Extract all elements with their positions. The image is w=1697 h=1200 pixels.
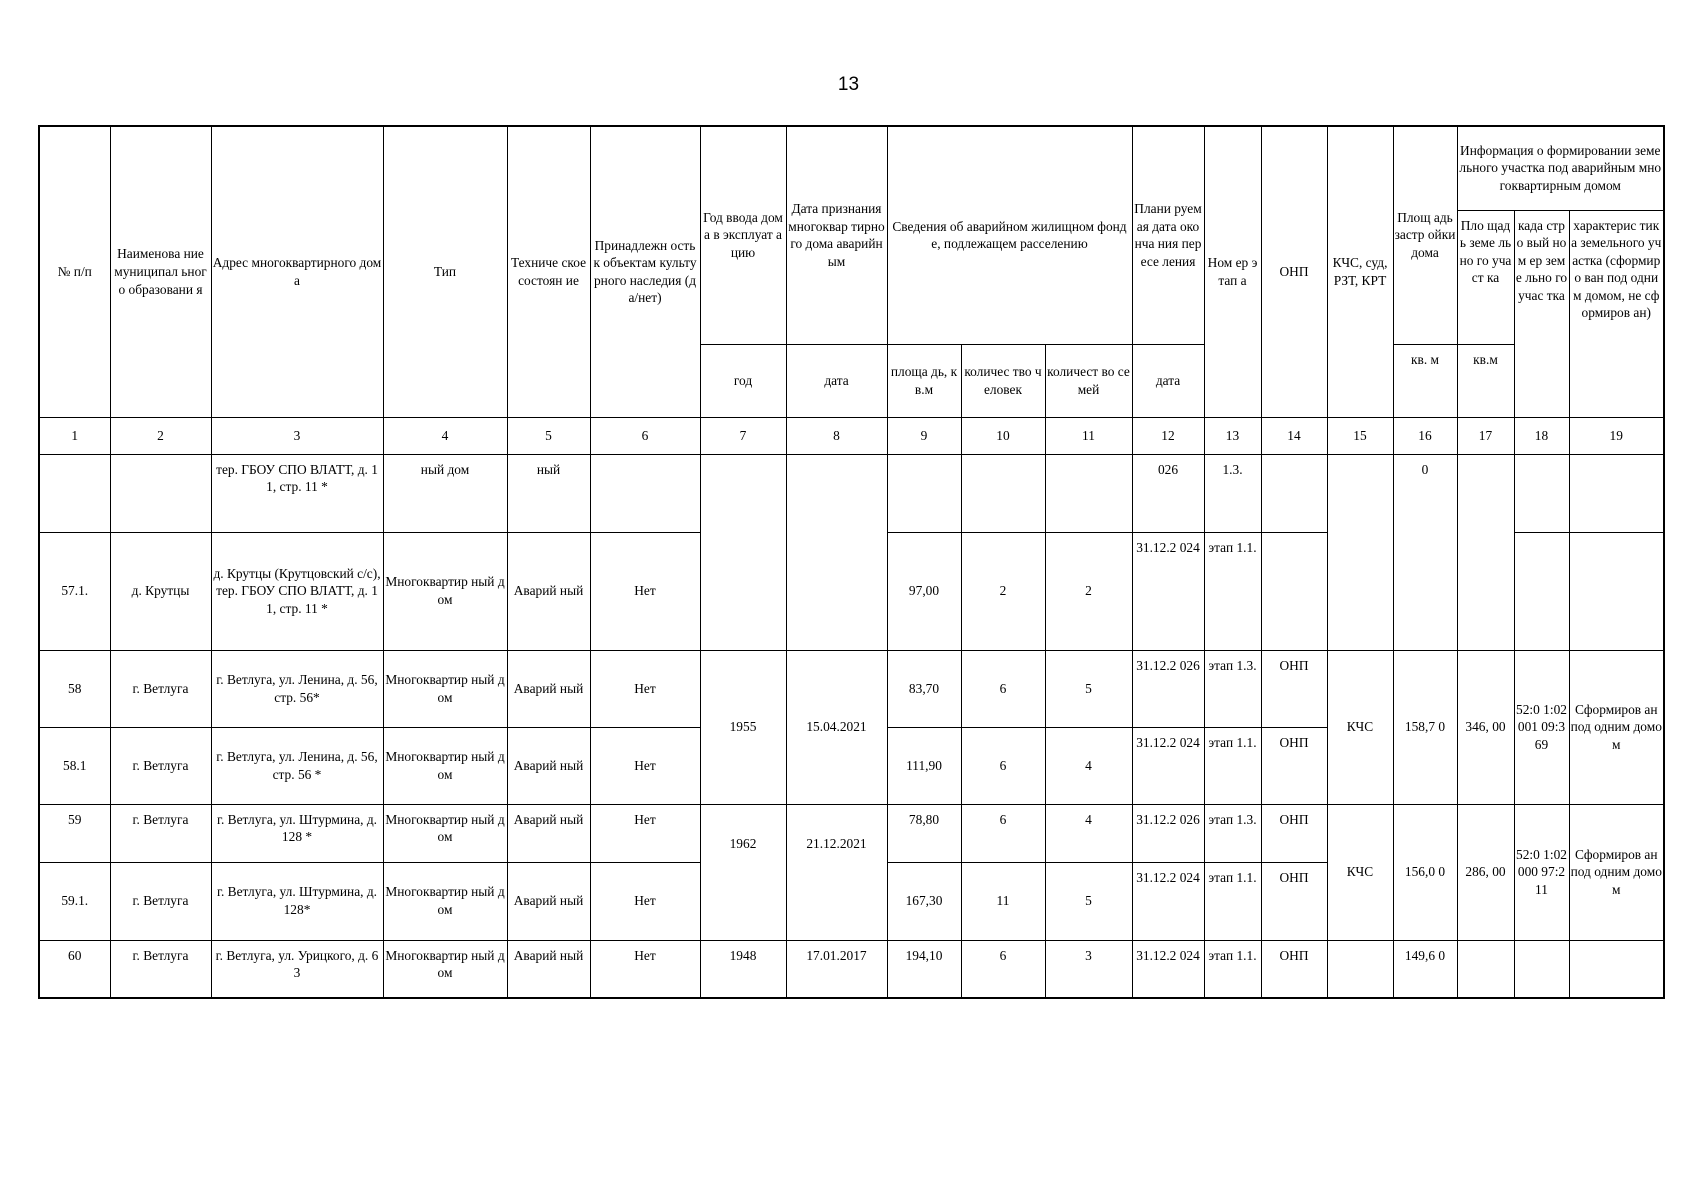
cell-stage: этап 1.3. [1204, 650, 1261, 727]
cell-people: 6 [961, 940, 1045, 998]
col-number: 13 [1204, 417, 1261, 454]
col-number: 7 [700, 417, 786, 454]
cell-kchs: КЧС [1327, 650, 1393, 804]
cell-municipality: г. Ветлуга [110, 804, 211, 862]
cell-empty [39, 454, 110, 532]
sub-land-area-unit: кв.м [1457, 344, 1514, 417]
cell-address: г. Ветлуга, ул. Штурмина, д. 128 * [211, 804, 383, 862]
cell-area: 97,00 [887, 532, 961, 650]
cell-empty [1261, 454, 1327, 532]
cell-empty [887, 454, 961, 532]
cell-build-area: 149,6 0 [1393, 940, 1457, 998]
cell-type: Многоквартир ный дом [383, 532, 507, 650]
cell-empty [1514, 532, 1569, 650]
table-row [39, 804, 1664, 862]
cell-people: 11 [961, 862, 1045, 940]
col-number: 5 [507, 417, 590, 454]
header-address: Адрес многоквартирного дома [211, 126, 383, 417]
cell-stage: 1.3. [1204, 454, 1261, 532]
cell-date-end: 31.12.2 026 [1132, 804, 1204, 862]
cell-empty [1514, 454, 1569, 532]
page-number: 13 [837, 74, 860, 95]
cell-stage: этап 1.1. [1204, 862, 1261, 940]
cell-year: 1962 [700, 804, 786, 940]
cell-municipality: г. Ветлуга [110, 650, 211, 727]
cell-area: 167,30 [887, 862, 961, 940]
cell-empty [1261, 532, 1327, 650]
cell-onp: ОНП [1261, 804, 1327, 862]
cell-families: 5 [1045, 650, 1132, 727]
cell-cadastral: 52:0 1:02 001 09:3 69 [1514, 650, 1569, 804]
cell-municipality: г. Ветлуга [110, 940, 211, 998]
col-number: 18 [1514, 417, 1569, 454]
header-onp: ОНП [1261, 126, 1327, 417]
sub-families: количест во семей [1045, 344, 1132, 417]
cell-families: 2 [1045, 532, 1132, 650]
header-build-area: Площ адь застр ойки дома [1393, 126, 1457, 344]
cell-municipality: д. Крутцы [110, 532, 211, 650]
cell-area: 111,90 [887, 727, 961, 804]
col-number: 14 [1261, 417, 1327, 454]
cell-empty [1569, 940, 1664, 998]
cell-date-end: 31.12.2 024 [1132, 940, 1204, 998]
col-number: 10 [961, 417, 1045, 454]
cell-state: Аварий ный [507, 727, 590, 804]
col-number: 1 [39, 417, 110, 454]
cell-area: 83,70 [887, 650, 961, 727]
cell-onp: ОНП [1261, 650, 1327, 727]
header-land-char: характерис тика земельного участка (сформиро ван под одним домом, не сформиров ан) [1569, 210, 1664, 417]
cell-heritage: Нет [590, 532, 700, 650]
sub-people: количес тво человек [961, 344, 1045, 417]
cell-land-char: Сформиров ан под одним домом [1569, 650, 1664, 804]
cell-land-char: Сформиров ан под одним домом [1569, 804, 1664, 940]
cell-area: 194,10 [887, 940, 961, 998]
cell-num: 59 [39, 804, 110, 862]
col-number: 8 [786, 417, 887, 454]
cell-empty [1457, 454, 1514, 650]
cell-year: 1948 [700, 940, 786, 998]
header-recognition-date: Дата признания многоквар тирного дома аварийным [786, 126, 887, 344]
cell-address: тер. ГБОУ СПО ВЛАТТ, д. 11, стр. 11 * [211, 454, 383, 532]
col-number: 2 [110, 417, 211, 454]
cell-empty [961, 454, 1045, 532]
cell-date-end: 31.12.2 024 [1132, 727, 1204, 804]
header-land-area: Пло щадь земе льно го участ ка [1457, 210, 1514, 344]
cell-build-area: 156,0 0 [1393, 804, 1457, 940]
cell-heritage: Нет [590, 804, 700, 862]
cell-address: г. Ветлуга, ул. Ленина, д. 56, стр. 56* [211, 650, 383, 727]
cell-address: г. Ветлуга, ул. Ленина, д. 56, стр. 56 * [211, 727, 383, 804]
cell-empty [110, 454, 211, 532]
header-heritage: Принадлежн ость к объектам культурного наследия (да/нет) [590, 126, 700, 417]
col-number: 4 [383, 417, 507, 454]
col-number: 3 [211, 417, 383, 454]
col-number: 12 [1132, 417, 1204, 454]
cell-stage: этап 1.1. [1204, 532, 1261, 650]
header-land-info: Информация о формировании земельного участка под аварийным многоквартирным домом [1457, 126, 1664, 210]
col-number: 15 [1327, 417, 1393, 454]
cell-recognition-date: 15.04.2021 [786, 650, 887, 804]
cell-empty [1514, 940, 1569, 998]
table-row [39, 940, 1664, 998]
cell-kchs: КЧС [1327, 804, 1393, 940]
col-number: 19 [1569, 417, 1664, 454]
cell-heritage: Нет [590, 727, 700, 804]
cell-state: Аварий ный [507, 804, 590, 862]
cell-address: г. Ветлуга, ул. Штурмина, д. 128* [211, 862, 383, 940]
cell-stage: этап 1.1. [1204, 940, 1261, 998]
cell-people: 6 [961, 804, 1045, 862]
cell-state: Аварий ный [507, 862, 590, 940]
sub-date-end: дата [1132, 344, 1204, 417]
emergency-housing-table [38, 125, 1665, 999]
cell-type: Многоквартир ный дом [383, 940, 507, 998]
header-cadastral: када стро вый ном ер земе льно го учас тка [1514, 210, 1569, 417]
cell-date-end: 31.12.2 024 [1132, 532, 1204, 650]
cell-empty [590, 454, 700, 532]
header-type: Тип [383, 126, 507, 417]
header-stage: Ном ер этап а [1204, 126, 1261, 417]
cell-recognition-date: 21.12.2021 [786, 804, 887, 940]
col-number: 9 [887, 417, 961, 454]
cell-year: 1955 [700, 650, 786, 804]
cell-type: Многоквартир ный дом [383, 727, 507, 804]
cell-empty [1045, 454, 1132, 532]
col-number: 11 [1045, 417, 1132, 454]
cell-municipality: г. Ветлуга [110, 862, 211, 940]
cell-people: 6 [961, 650, 1045, 727]
cell-state: ный [507, 454, 590, 532]
header-fund-info: Сведения об аварийном жилищном фонде, подлежащем расселению [887, 126, 1132, 344]
cell-land-area: 286, 00 [1457, 804, 1514, 940]
cell-onp: ОНП [1261, 727, 1327, 804]
cell-heritage: Нет [590, 940, 700, 998]
col-number: 17 [1457, 417, 1514, 454]
sub-build-area-unit: кв. м [1393, 344, 1457, 417]
header-planned-date: Плани руемая дата оконча ния пересе ления [1132, 126, 1204, 344]
cell-municipality: г. Ветлуга [110, 727, 211, 804]
cell-cadastral: 52:0 1:02 000 97:2 11 [1514, 804, 1569, 940]
cell-recognition-date: 17.01.2017 [786, 940, 887, 998]
table-row [39, 650, 1664, 727]
cell-area: 78,80 [887, 804, 961, 862]
sub-year: год [700, 344, 786, 417]
sub-area: площа дь, кв.м [887, 344, 961, 417]
cell-build-area: 158,7 0 [1393, 650, 1457, 804]
cell-build-area: 0 [1393, 454, 1457, 650]
cell-land-area: 346, 00 [1457, 650, 1514, 804]
header-tech-state: Техниче ское состоян ие [507, 126, 590, 417]
cell-heritage: Нет [590, 650, 700, 727]
cell-families: 5 [1045, 862, 1132, 940]
header-kchs: КЧС, суд, РЗТ, КРТ [1327, 126, 1393, 417]
cell-empty [1457, 940, 1514, 998]
cell-num: 59.1. [39, 862, 110, 940]
cell-heritage: Нет [590, 862, 700, 940]
cell-people: 6 [961, 727, 1045, 804]
cell-people: 2 [961, 532, 1045, 650]
cell-address: д. Крутцы (Крутцовский с/с), тер. ГБОУ СПО ВЛАТТ, д. 11, стр. 11 * [211, 532, 383, 650]
header-row-1 [39, 126, 1664, 210]
cell-state: Аварий ный [507, 940, 590, 998]
cell-empty [1569, 454, 1664, 532]
cell-num: 58 [39, 650, 110, 727]
cell-stage: этап 1.1. [1204, 727, 1261, 804]
cell-address: г. Ветлуга, ул. Урицкого, д. 63 [211, 940, 383, 998]
cell-num: 57.1. [39, 532, 110, 650]
cell-families: 4 [1045, 804, 1132, 862]
sub-date: дата [786, 344, 887, 417]
cell-empty [1569, 532, 1664, 650]
header-num: № п/п [39, 126, 110, 417]
column-numbers-row [39, 417, 1664, 454]
cell-type: Многоквартир ный дом [383, 862, 507, 940]
cell-empty [786, 454, 887, 650]
col-number: 16 [1393, 417, 1457, 454]
cell-stage: этап 1.3. [1204, 804, 1261, 862]
cell-date-end: 31.12.2 026 [1132, 650, 1204, 727]
cell-state: Аварий ный [507, 650, 590, 727]
table-row [39, 454, 1664, 532]
cell-onp: ОНП [1261, 940, 1327, 998]
cell-num: 58.1 [39, 727, 110, 804]
cell-empty [1327, 940, 1393, 998]
cell-type: ный дом [383, 454, 507, 532]
cell-type: Многоквартир ный дом [383, 650, 507, 727]
cell-empty [1327, 454, 1393, 650]
cell-empty [700, 454, 786, 650]
cell-onp: ОНП [1261, 862, 1327, 940]
cell-families: 4 [1045, 727, 1132, 804]
cell-families: 3 [1045, 940, 1132, 998]
cell-type: Многоквартир ный дом [383, 804, 507, 862]
header-year-built: Год ввода дома в эксплуат ацию [700, 126, 786, 344]
col-number: 6 [590, 417, 700, 454]
header-municipality: Наименова ние муниципал ьного образовани я [110, 126, 211, 417]
cell-num: 60 [39, 940, 110, 998]
cell-date-end: 31.12.2 024 [1132, 862, 1204, 940]
cell-state: Аварий ный [507, 532, 590, 650]
cell-date-end: 026 [1132, 454, 1204, 532]
